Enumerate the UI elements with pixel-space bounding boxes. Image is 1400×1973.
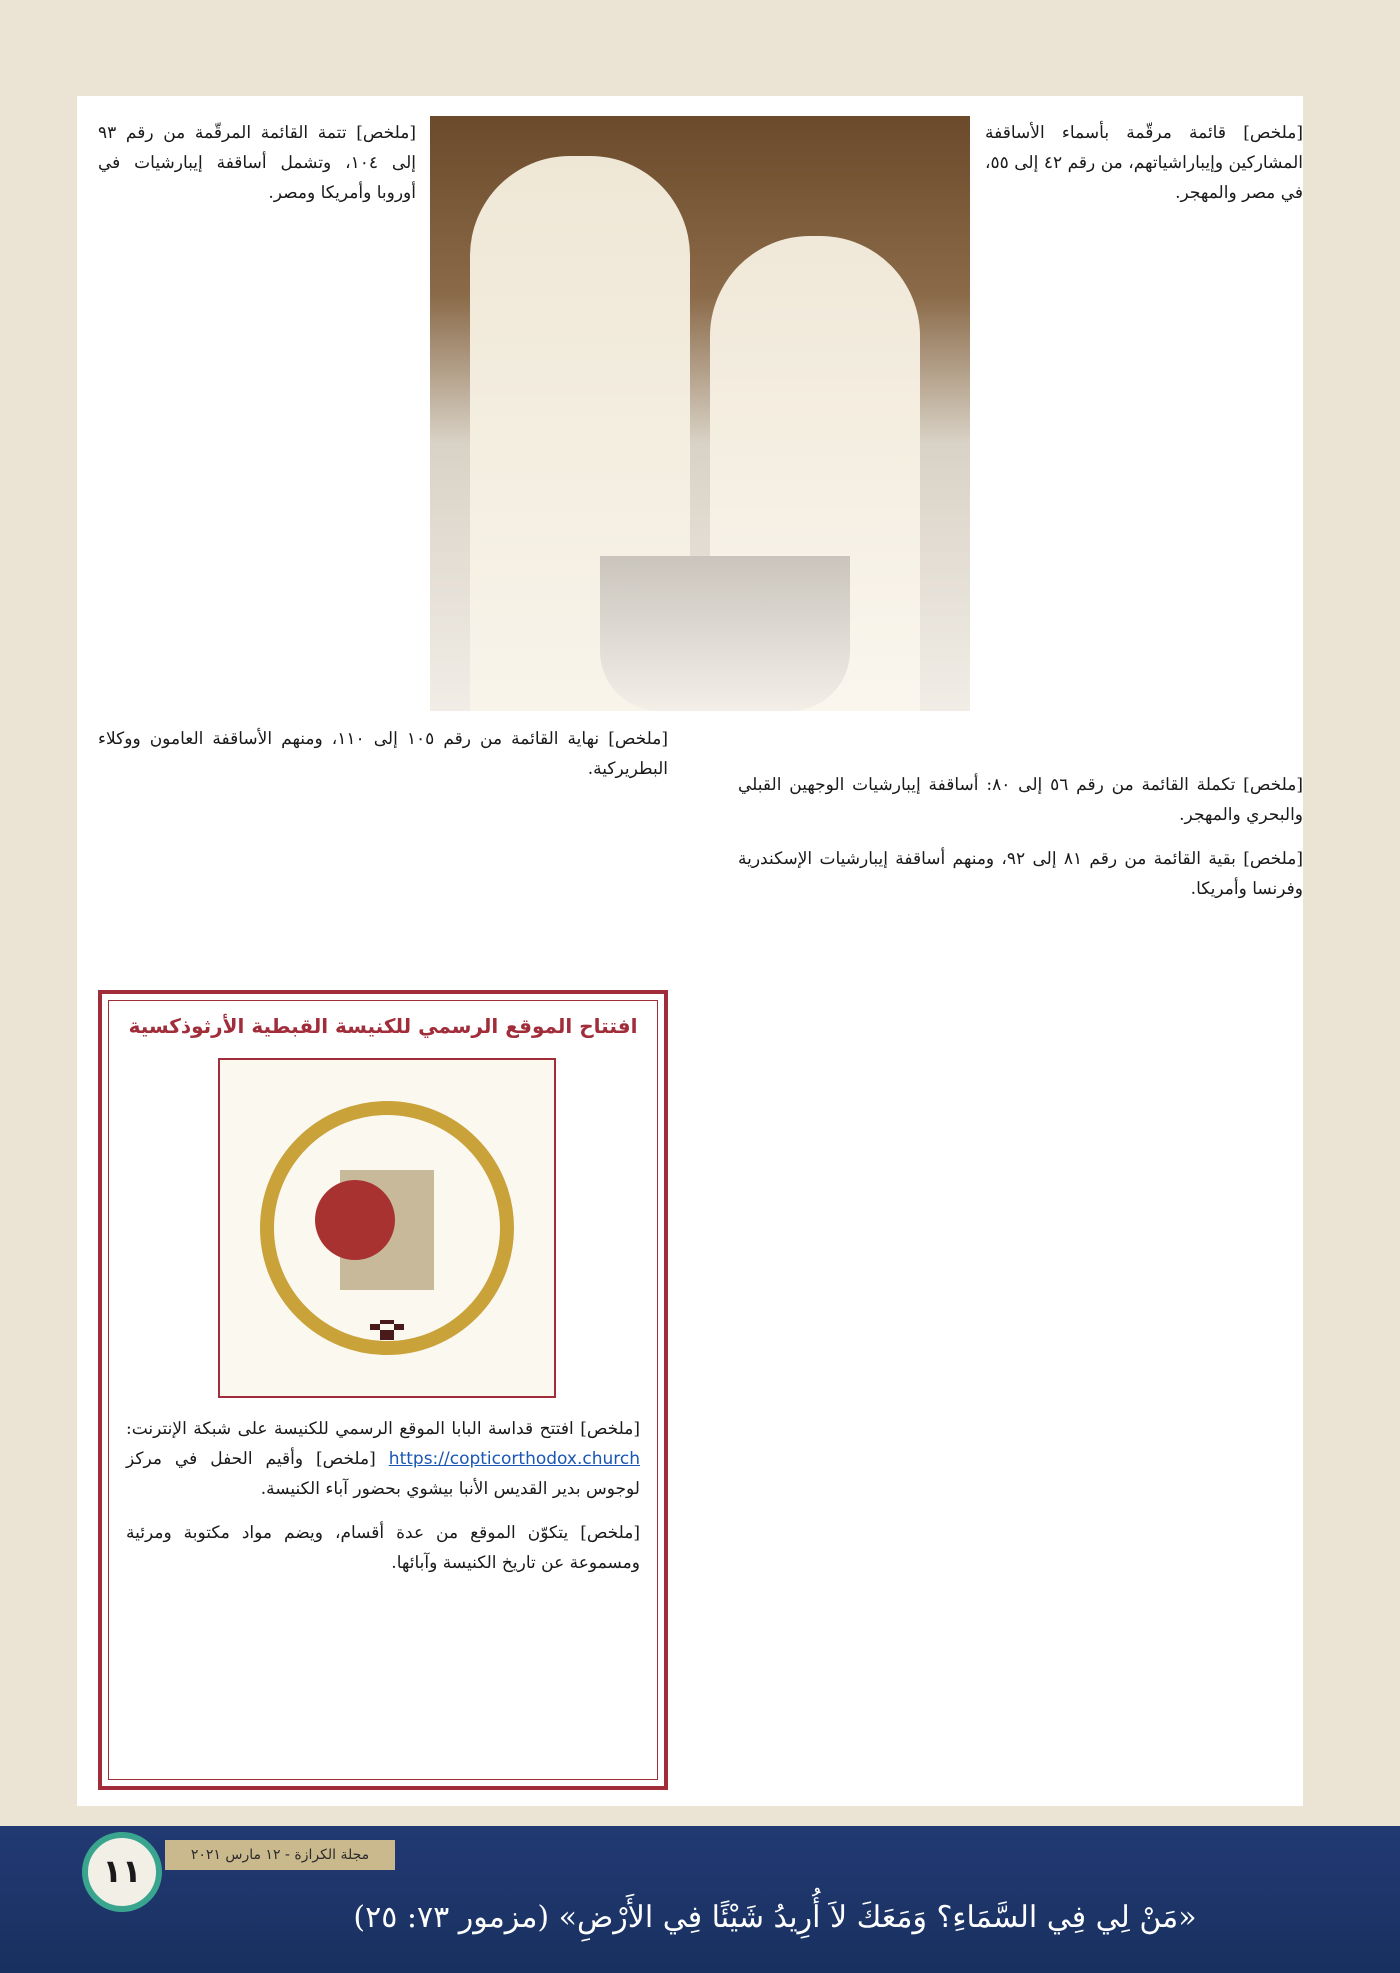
paragraph: [ملخص] تكملة القائمة من رقم ٥٦ إلى ٨٠: أساقفة إيبارشيات الوجهين القبلي والبحري والمهجر.: [738, 775, 1303, 825]
church-logo-icon: [218, 1058, 556, 1398]
text: [ملخص] افتتح قداسة البابا الموقع الرسمي للكنيسة على شبكة الإنترنت:: [126, 1419, 640, 1439]
paragraph: [ملخص] قائمة مرقّمة بأسماء الأساقفة المشاركين وإيباراشياتهم، من رقم ٤٢ إلى ٥٥، في مصر والمهجر.: [985, 123, 1303, 203]
box-title: افتتاح الموقع الرسمي للكنيسة القبطية الأرثوذكسية: [128, 1014, 638, 1038]
paragraph: [ملخص] يتكوّن الموقع من عدة أقسام، ويضم مواد مكتوبة ومرئية ومسموعة عن تاريخ الكنيسة وآبائها.: [126, 1523, 640, 1573]
website-launch-box: [98, 990, 668, 1790]
footer-verse: «مَنْ لِي فِي السَّمَاءِ؟ وَمَعَكَ لاَ أُرِيدُ شَيْئًا فِي الأَرْضِ» (مزمور ٧٣: ٢٥): [353, 1900, 1197, 1935]
myron-pot: [600, 556, 850, 711]
magazine-tag: مجلة الكرازة - ١٢ مارس ٢٠٢١: [165, 1840, 395, 1870]
website-link[interactable]: https://copticorthodox.church: [388, 1449, 641, 1469]
column-right-bottom: [738, 770, 1303, 918]
page-number: ١١: [82, 1832, 162, 1912]
column-right-top: [985, 118, 1303, 222]
paragraph: [ملخص] نهاية القائمة من رقم ١٠٥ إلى ١١٠، ومنهم الأساقفة العامون ووكلاء البطريركية.: [98, 729, 669, 779]
photo-patriarchs: [430, 116, 970, 711]
box-text: [126, 1414, 640, 1592]
text: [ملخص] وأقيم الحفل في مركز لوجوس بدير القديس الأنبا بيشوي بحضور آباء الكنيسة.: [126, 1449, 640, 1499]
column-left-top: [98, 118, 416, 222]
column-bottom-wide: [98, 724, 668, 798]
paragraph: [126, 1414, 640, 1504]
paragraph: [ملخص] تتمة القائمة المرقّمة من رقم ٩٣ إلى ١٠٤، وتشمل أساقفة إيبارشيات في أوروبا وأمريكا ومصر.: [98, 123, 416, 203]
paragraph: [ملخص] بقية القائمة من رقم ٨١ إلى ٩٢، ومنهم أساقفة إيبارشيات الإسكندرية وفرنسا وأمريكا.: [738, 849, 1303, 899]
